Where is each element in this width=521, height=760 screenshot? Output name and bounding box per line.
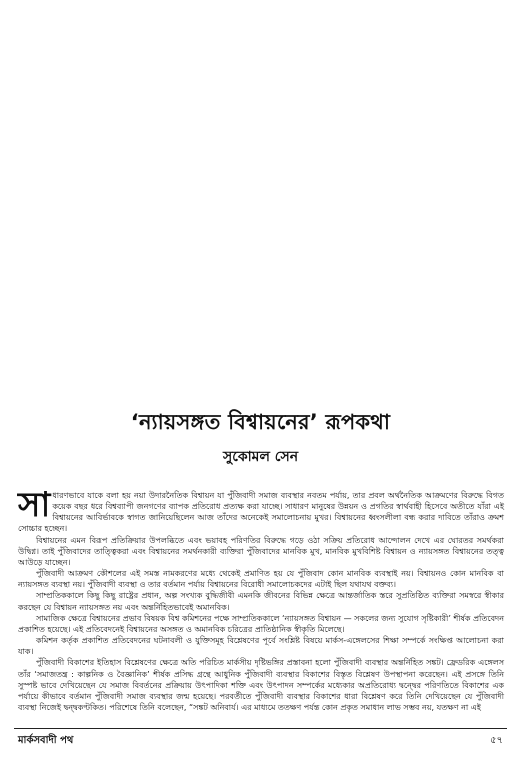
paragraph-1-text: ধারণভাবে যাকে বলা হয় নয়া উদারনৈতিক বিশ্বায়ন যা পুঁজিবাদী সমাজ ব্যবস্থার নবতম পর্যায়, তার প্রবল অর্থনৈতিক আক্রমণের বিরুদ্ধে বিগত কয়েক বছর ধরে বিশ্বব্যাপী জনগণের ব্যাপক প্রতিরোধ প্রত্যক্ষ করা যাচ্ছে। সাধারণ মানুষের উন্নয়ন ও প্রগতির স্বার্থবাহী হিসেবে অতীতে যাঁরা এই বিশ্বায়নের আবির্ভাবকে স্বাগত জানিয়েছিলেন আজ তাঁদের অনেকেই সমালোচনায় মুখর। বিশ্বায়নের ধ্বংসলীলা বন্ধ করার দাবিতে তাঁরাও ক্রমশ সোচ্চার হচ্ছেন। [18, 491, 504, 534]
paragraph-3: পুঁজিবাদী আক্রমণ কৌশলের এই সমস্ত নামকরণের মধ্যে থেকেই প্রমাণিত হয় যে পুঁজিবাদ কোন মানবিক ব্যবস্থাই নয়। বিশ্বায়নও কোন মানবিক বা ন্যায়সঙ্গত ব্যবস্থা নয়। পুঁজিবাদী ব্যবস্থা ও তার বর্তমান পর্যায় বিশ্বায়নের বিরোধী সমালোচকদের এটাই ছিল যথাযথ বক্তব্য। [18, 569, 504, 590]
paragraph-5: সামাজিক ক্ষেত্রে বিশ্বায়নের প্রভাব বিষয়ক বিশ্ব কমিশনের পক্ষে সাম্প্রতিককালে ‘ন্যায়সঙ্গত বিশ্বায়ন — সকলের জন্য সুযোগ সৃষ্টিকারী’ শীর্ষক প্রতিবেদন প্রকাশিত হয়েছে। এই প্রতিবেদনেই বিশ্বায়নের অসঙ্গত ও অমানবিক চরিত্রের প্রাতিষ্ঠানিক স্বীকৃতি মিলেছে। [18, 613, 504, 634]
article-body [18, 485, 504, 713]
article-title: ‘ন্যায়সঙ্গত বিশ্বায়নের’ রূপকথা [130, 410, 391, 434]
page-number: ৫৭ [490, 735, 503, 746]
paragraph-6: কমিশন কর্তৃক প্রকাশিত প্রতিবেদনের ঘটনাবলী ও যুক্তিসমূহ বিশ্লেষণের পূর্বে সংশ্লিষ্ট বিষয়ে মার্কস-এঙ্গেলসের শিক্ষা সম্পর্কে সংক্ষিপ্ত আলোচনা করা যাক। [18, 636, 504, 657]
article-author: সুকোমল সেন [222, 449, 299, 465]
publication-name: মার্কসবাদী পথ [18, 735, 74, 746]
drop-cap: সা [18, 485, 51, 525]
paragraph-2: বিশ্বায়নের এমন বিরূপ প্রতিক্রিয়ার উপলব্ধিতে এবং ভয়াবহ পরিণতির বিরুদ্ধে গড়ে ওঠা সক্রিয় প্রতিরোধ আন্দোলন দেখে এর ঘোরতর সমর্থকরা উদ্বিগ্ন। তাই পুঁজিবাদের তাত্ত্বিকরা এবং বিশ্বায়নের সমর্থনকারী ব্যক্তিরা পুঁজিবাদের মানবিক মুখ, মানবিক মুখবিশিষ্ট বিশ্বায়ন ও ন্যায়সঙ্গত বিশ্বায়নের তত্ত্ব আউড়ে যাচ্ছেন। [18, 535, 504, 567]
paragraph-4: সাম্প্রতিককালে কিছু কিছু রাষ্ট্রের প্রধান, অল্প সংখ্যক বুদ্ধিজীবী এমনকি জীবনের বিভিন্ন ক্ষেত্রে আন্তর্জাতিক স্তরে সুপ্রতিষ্ঠিত ব্যক্তিরা সমস্বরে স্বীকার করছেন যে বিশ্বায়ন ন্যায়সঙ্গত নয় এবং অন্তর্নিহিতভাবেই অমানবিক। [18, 591, 504, 612]
paragraph-7: পুঁজিবাদী বিকাশের ইতিহাস বিশ্লেষণের ক্ষেত্রে অতি পরিচিত মার্কসীয় দৃষ্টিভঙ্গির প্রস্তাবনা হলো পুঁজিবাদী ব্যবস্থার অন্তর্নিহিত সঙ্কট। ফ্রেডরিক এঙ্গেলস তাঁর ‘সমাজতন্ত্র : কাল্পনিক ও বৈজ্ঞানিক’ শীর্ষক প্রসিদ্ধ গ্রন্থে আধুনিক পুঁজিবাদী ব্যবস্থার বিকাশের বিস্তৃত বিশ্লেষণ উপস্থাপনা করেছেন। এই প্রসঙ্গে তিনি সুস্পষ্ট ভাবে দেখিয়েছেন যে সমাজ বিবর্তনের প্রক্রিয়ায় উৎপাদিকা শক্তি এবং উৎপাদন সম্পর্কের মধ্যেকার অপ্রতিরোধ্য দ্বন্দ্বের পরিণতিতে বিকাশের এক পর্যায়ে কীভাবে বর্তমান পুঁজিবাদী সমাজ ব্যবস্থার জন্ম হয়েছে। পরবর্তীতে পুঁজিবাদী ব্যবস্থার বিকাশের ধারা বিশ্লেষণ করে তিনি দেখিয়েছেন যে পুঁজিবাদী ব্যবস্থা নিজেই দ্বন্দ্বকণ্টকিত। পরিশেষে তিনি বলেছেন, “সঙ্কট অনিবার্য। এর মাধ্যমে ততক্ষণ পর্যন্ত কোন প্রকৃত সমাধান লাভ সম্ভব নয়, যতক্ষণ না এই [18, 658, 504, 712]
paragraph-1 [18, 485, 504, 535]
page-footer [14, 728, 507, 747]
